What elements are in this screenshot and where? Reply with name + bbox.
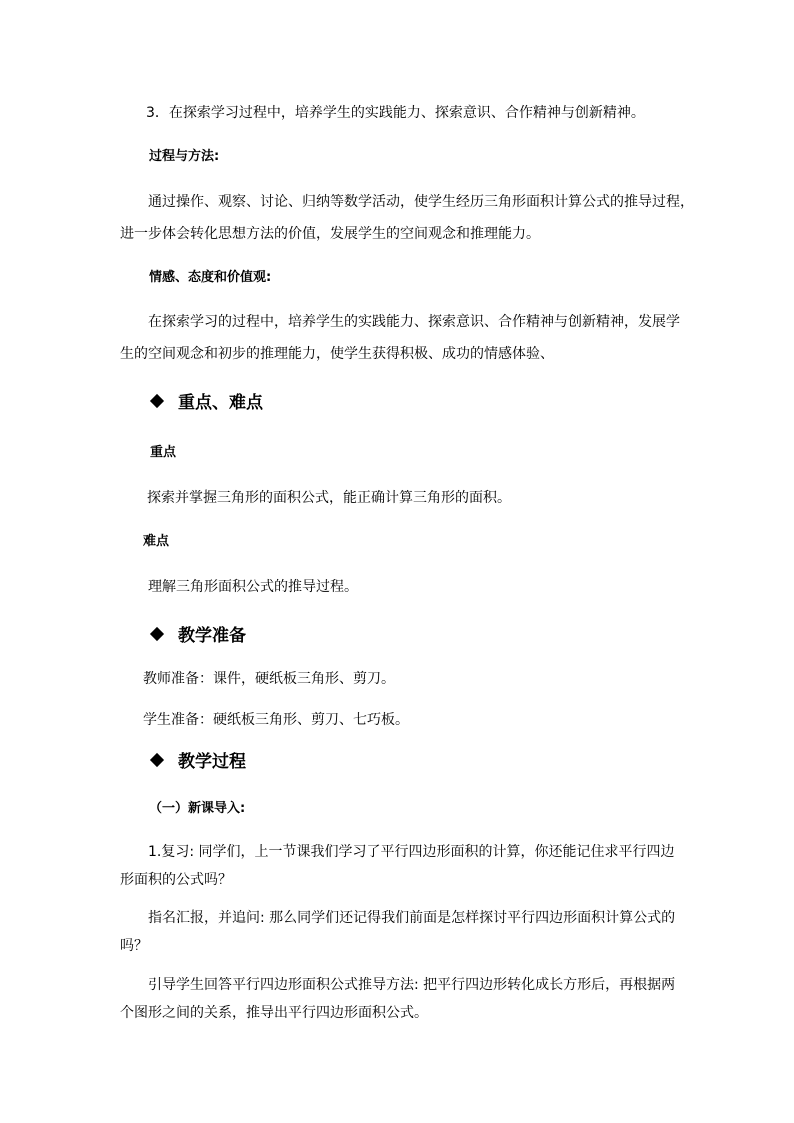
diamond-bullet-icon <box>150 394 164 408</box>
diamond-bullet-icon <box>150 627 164 641</box>
teacher-preparation: 教师准备：课件，硬纸板三角形、剪刀。 <box>143 671 395 687</box>
diamond-bullet-icon <box>150 753 164 767</box>
review-paragraph-line-1: 1.复习: 同学们，上一节课我们学习了平行四边形面积的计算，你还能记住求平行四边 <box>148 844 675 860</box>
preparation-heading <box>149 625 246 647</box>
report-paragraph-line-1: 指名汇报，并追问: 那么同学们还记得我们前面是怎样探讨平行四边形面积计算公式的 <box>148 910 676 926</box>
preparation-heading-text: 教学准备 <box>178 626 246 646</box>
objective-item-3: 3．在探索学习过程中，培养学生的实践能力、探索意识、合作精神与创新精神。 <box>146 105 645 121</box>
process-heading-text: 教学过程 <box>178 752 246 772</box>
key-point-text: 探索并掌握三角形的面积公式，能正确计算三角形的面积。 <box>147 490 511 506</box>
process-method-title: 过程与方法: <box>149 149 220 164</box>
guide-paragraph-line-2: 个图形之间的关系，推导出平行四边形面积公式。 <box>120 1005 428 1021</box>
emotion-line-2: 生的空间观念和初步的推理能力，使学生获得积极、成功的情感体验、 <box>120 346 554 362</box>
process-method-line-2: 进一步体会转化思想方法的价值，发展学生的空间观念和推理能力。 <box>120 226 540 242</box>
key-points-heading <box>149 392 263 414</box>
section-intro-title: （一）新课导入: <box>149 801 246 816</box>
key-point-label: 重点 <box>150 445 177 460</box>
key-points-heading-text: 重点、难点 <box>178 393 263 413</box>
emotion-title: 情感、态度和价值观: <box>149 270 272 285</box>
process-heading <box>149 751 246 773</box>
student-preparation: 学生准备：硬纸板三角形、剪刀、七巧板。 <box>143 712 409 728</box>
hard-point-label: 难点 <box>143 534 170 549</box>
review-paragraph-line-2: 形面积的公式吗？ <box>120 872 232 888</box>
report-paragraph-line-2: 吗？ <box>120 938 148 954</box>
guide-paragraph-line-1: 引导学生回答平行四边形面积公式推导方法: 把平行四边形转化成长方形后，再根据两 <box>148 977 676 993</box>
emotion-line-1: 在探索学习的过程中，培养学生的实践能力、探索意识、合作精神与创新精神，发展学 <box>148 314 680 330</box>
hard-point-text: 理解三角形面积公式的推导过程。 <box>148 579 358 595</box>
process-method-line-1: 通过操作、观察、讨论、归纳等数学活动，使学生经历三角形面积计算公式的推导过程， <box>148 194 694 210</box>
